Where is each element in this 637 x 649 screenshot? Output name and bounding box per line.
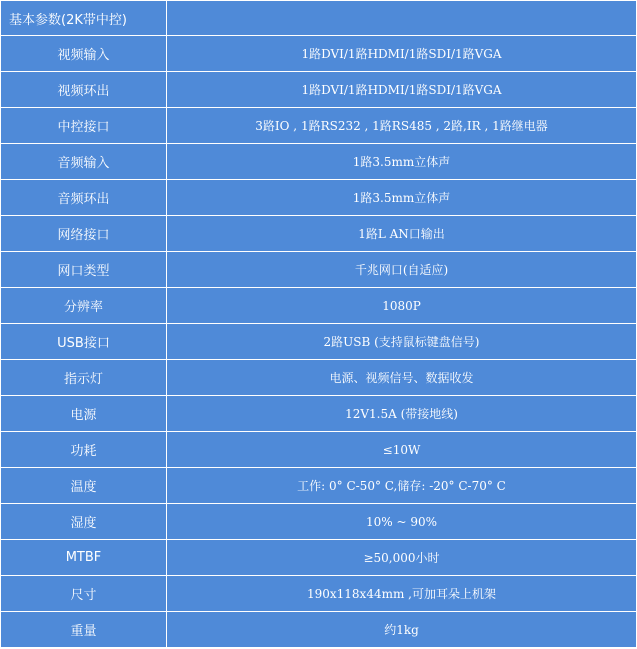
- row-value: 1路3.5mm立体声: [167, 180, 637, 216]
- table-row: [1, 540, 637, 576]
- row-label: MTBF: [1, 540, 167, 576]
- row-value: 电源、视频信号、数据收发: [167, 360, 637, 396]
- table-row: [1, 216, 637, 252]
- table-row: [1, 108, 637, 144]
- row-value: 10% ~ 90%: [167, 504, 637, 540]
- table-header-title: 基本参数(2K带中控): [1, 1, 167, 36]
- table-row: [1, 504, 637, 540]
- table-row: [1, 144, 637, 180]
- row-value: ≤10W: [167, 432, 637, 468]
- row-value: 1路DVI/1路HDMI/1路SDI/1路VGA: [167, 72, 637, 108]
- table-row: [1, 72, 637, 108]
- table-header-row: [1, 1, 637, 36]
- table-row: [1, 468, 637, 504]
- row-label: 网络接口: [1, 216, 167, 252]
- row-label: 功耗: [1, 432, 167, 468]
- row-value: 约1kg: [167, 612, 637, 648]
- row-label: USB接口: [1, 324, 167, 360]
- row-value: 1080P: [167, 288, 637, 324]
- row-label: 湿度: [1, 504, 167, 540]
- table-row: [1, 180, 637, 216]
- table-row: [1, 324, 637, 360]
- row-value: 千兆网口(自适应): [167, 252, 637, 288]
- table-header-blank: [167, 1, 637, 36]
- row-label: 温度: [1, 468, 167, 504]
- row-label: 视频输入: [1, 36, 167, 72]
- row-label: 视频环出: [1, 72, 167, 108]
- row-label: 分辨率: [1, 288, 167, 324]
- row-label: 电源: [1, 396, 167, 432]
- table-row: [1, 36, 637, 72]
- row-value: 3路IO , 1路RS232 , 1路RS485 , 2路,IR , 1路继电器: [167, 108, 637, 144]
- table-row: [1, 288, 637, 324]
- row-label: 重量: [1, 612, 167, 648]
- row-value: 2路USB (支持鼠标键盘信号): [167, 324, 637, 360]
- table-row: [1, 396, 637, 432]
- row-label: 网口类型: [1, 252, 167, 288]
- row-label: 尺寸: [1, 576, 167, 612]
- row-label: 中控接口: [1, 108, 167, 144]
- row-value: 工作: 0° C-50° C,储存: -20° C-70° C: [167, 468, 637, 504]
- row-value: ≥50,000小时: [167, 540, 637, 576]
- table-row: [1, 576, 637, 612]
- table-row: [1, 252, 637, 288]
- row-label: 指示灯: [1, 360, 167, 396]
- row-value: 1路DVI/1路HDMI/1路SDI/1路VGA: [167, 36, 637, 72]
- table-row: [1, 612, 637, 648]
- row-label: 音频环出: [1, 180, 167, 216]
- table-row: [1, 360, 637, 396]
- row-value: 1路L AN口输出: [167, 216, 637, 252]
- row-value: 1路3.5mm立体声: [167, 144, 637, 180]
- row-label: 音频输入: [1, 144, 167, 180]
- row-value: 12V1.5A (带接地线): [167, 396, 637, 432]
- row-value: 190x118x44mm ,可加耳朵上机架: [167, 576, 637, 612]
- table-row: [1, 432, 637, 468]
